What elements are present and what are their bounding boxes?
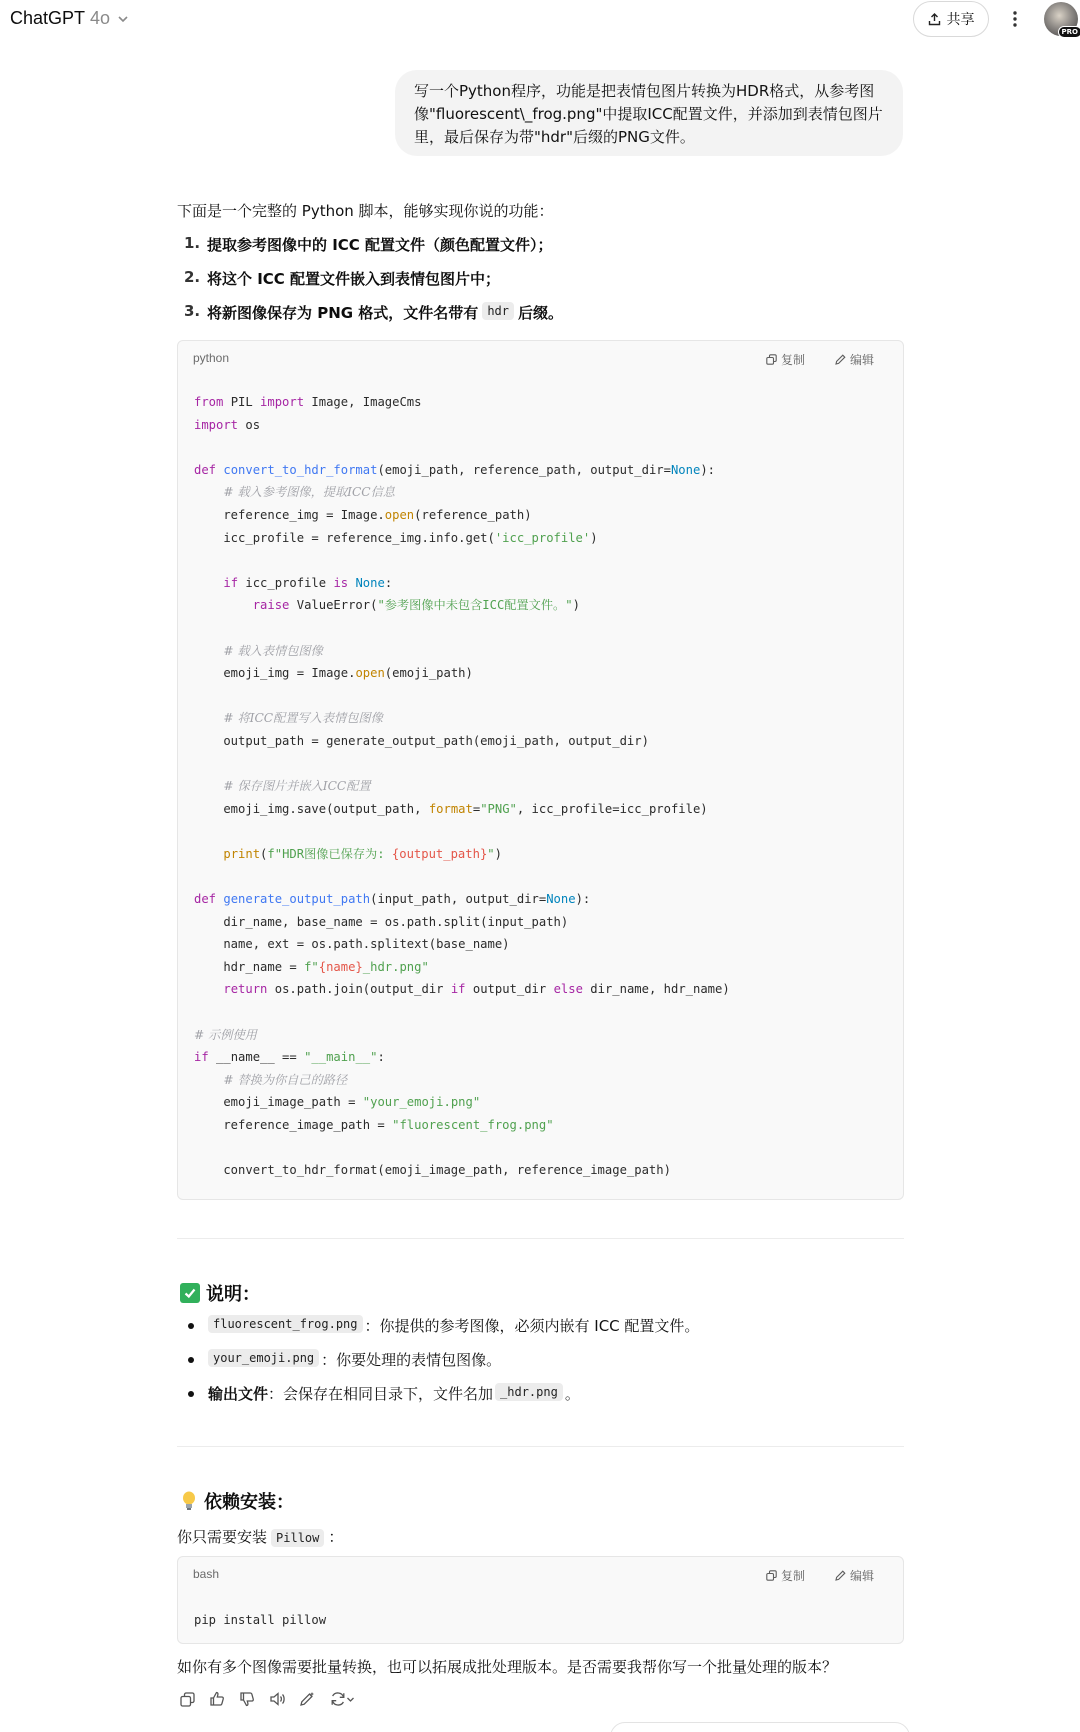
inline-code: _hdr.png (495, 1383, 563, 1401)
assistant-outro: 如你有多个图像需要批量转换，也可以拓展成批处理版本。是否需要我帮你写一个批量处理的版本？ (177, 1658, 838, 1676)
install-intro: 你只需要安装 Pillow ： (177, 1528, 344, 1546)
inline-code: fluorescent_frog.png (208, 1315, 363, 1333)
speaker-icon (269, 1691, 286, 1707)
read-aloud-button[interactable] (268, 1690, 286, 1708)
assistant-intro: 下面是一个完整的 Python 脚本，能够实现你说的功能： (177, 202, 554, 220)
light-bulb-icon (180, 1490, 198, 1512)
code-language-label: python (193, 351, 230, 365)
code-content: pip install pillow (194, 1613, 327, 1627)
list-item: 输出文件 ：会保存在相同目录下，文件名加 _hdr.png 。 (186, 1383, 699, 1417)
bullet (188, 1357, 194, 1363)
pro-badge: PRO (1058, 26, 1080, 38)
code-language-label: bash (193, 1567, 220, 1581)
refresh-icon (330, 1691, 346, 1707)
inline-code: hdr (482, 302, 514, 320)
bash-code-block (177, 1556, 904, 1644)
pencil-icon (835, 1570, 846, 1581)
copy-code-button[interactable]: 复制 (766, 351, 805, 368)
copy-icon (766, 1570, 777, 1581)
top-bar (0, 0, 1080, 40)
vertical-dots-icon (1013, 11, 1017, 27)
pen-sparkle-icon (299, 1691, 315, 1707)
share-icon (928, 13, 941, 26)
edit-in-canvas-button[interactable] (298, 1690, 316, 1708)
bullet (188, 1323, 194, 1329)
divider (177, 1446, 904, 1447)
code-actions (766, 351, 874, 368)
copy-code-button[interactable]: 复制 (766, 1567, 805, 1584)
thumbs-down-icon (239, 1691, 255, 1707)
edit-code-button[interactable]: 编辑 (835, 1567, 874, 1584)
list-item: your_emoji.png ：你要处理的表情包图像。 (186, 1349, 699, 1383)
list-item: 1. 提取参考图像中的 ICC 配置文件（颜色配置文件）； (184, 234, 553, 254)
list-item: fluorescent_frog.png ：你提供的参考图像，必须内嵌有 ICC 配置文件。 (186, 1315, 699, 1349)
list-item: 2. 将这个 ICC 配置文件嵌入到表情包图片中； (184, 268, 501, 288)
check-mark-icon (180, 1283, 200, 1303)
share-button[interactable] (913, 1, 989, 37)
edit-code-button[interactable]: 编辑 (835, 351, 874, 368)
thumbs-down-button[interactable] (238, 1690, 256, 1708)
user-avatar[interactable] (1044, 2, 1078, 36)
copy-message-button[interactable] (178, 1690, 196, 1708)
chevron-down-icon (117, 13, 129, 25)
code-content: from PIL import Image, ImageCms import os def convert_to_hdr_format(emoji_path, reference_path, output_dir=None): # 载入参考图像，提取ICC信息 reference_img = Image.open(reference_path) icc_profile = reference_img.info.get('icc_profile') if icc_profile is None: raise ValueError("参考图像中未包含ICC配置文件。") # 载入表情包图像 emoji_img = Image.open(emoji_path) # 将ICC配置写入表情包图像 output_path = generate_output_path(emoji_path, output_dir) # 保存图片并嵌入ICC配置 emoji_img.save(output_path, format="PNG", icc_profile=icc_profile) print(f"HDR图像已保存为: {output_path}") def generate_output_path(input_path, output_dir=None): dir_name, base_name = os.path.split(input_path) name, ext = os.path.splitext(base_name) hdr_name = f"{name}_hdr.png" return os.path.join(output_dir if output_dir else dir_name, hdr_name) # 示例使用 if __name__ == "__main__": # 替换为你自己的路径 emoji_image_path = "your_emoji.png" reference_image_path = "fluorescent_frog.png" convert_to_hdr_format(emoji_image_path, reference_image_path) (194, 395, 730, 1178)
copy-icon (180, 1692, 195, 1707)
message-actions (178, 1690, 356, 1708)
steps-list (184, 234, 563, 336)
app-name: ChatGPT (10, 8, 86, 28)
composer-edge (610, 1722, 910, 1732)
code-actions (766, 1567, 874, 1584)
pencil-icon (835, 354, 846, 365)
list-item: 3. 将新图像保存为 PNG 格式，文件名带有 hdr 后缀。 (184, 302, 564, 322)
share-label: 共享 (946, 12, 975, 28)
more-options-button[interactable] (1004, 6, 1026, 32)
bullet (188, 1391, 194, 1397)
thumbs-up-button[interactable] (208, 1690, 226, 1708)
user-message-bubble: 写一个Python程序，功能是把表情包图片转换为HDR格式，从参考图像"fluorescent\_frog.png"中提取ICC配置文件，并添加到表情包图片里，最后保存为带"hdr"后缀的PNG文件。 (395, 70, 903, 156)
notes-heading: 说明： (180, 1280, 260, 1306)
inline-code: Pillow (271, 1529, 324, 1547)
notes-list (186, 1315, 699, 1417)
model-name: 4o (90, 8, 111, 28)
model-selector[interactable] (10, 8, 129, 29)
thumbs-up-icon (209, 1691, 225, 1707)
copy-icon (766, 354, 777, 365)
regenerate-button[interactable] (328, 1690, 356, 1708)
divider (177, 1238, 904, 1239)
dependencies-heading: 依赖安装： (180, 1488, 294, 1514)
python-code-block (177, 340, 904, 1200)
inline-code: your_emoji.png (208, 1349, 319, 1367)
chevron-down-icon (346, 1695, 355, 1704)
